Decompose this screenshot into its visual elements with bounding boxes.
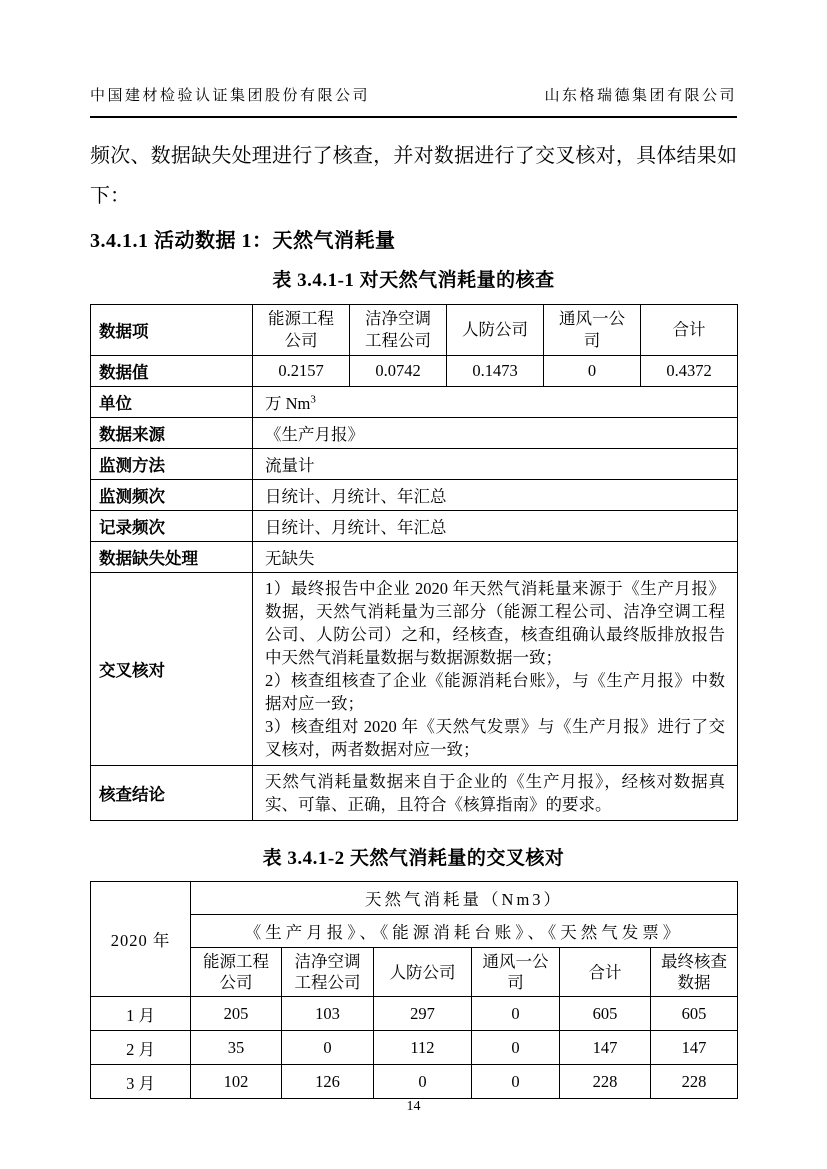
table-row bbox=[91, 882, 738, 915]
t1-col-header: 合计 bbox=[641, 305, 738, 356]
t1-row-label: 记录频次 bbox=[91, 511, 253, 542]
t1-col-header: 能源工程公司 bbox=[253, 305, 350, 356]
t2-col-header: 能源工程公司 bbox=[191, 948, 282, 997]
cross-check-item: 1）最终报告中企业 2020 年天然气消耗量来源于《生产月报》数据，天然气消耗量为三部分（能源工程公司、洁净空调工程公司、人防公司）之和，经核查，核查组确认最终版排放报告中天然气消耗量数据与数据源数据一致； bbox=[265, 579, 725, 667]
t1-monitor-freq-cell: 日统计、月统计、年汇总 bbox=[253, 480, 738, 511]
t1-header-label: 数据项 bbox=[91, 305, 253, 356]
t2-month-cell: 1 月 bbox=[91, 997, 191, 1031]
t1-col-header: 人防公司 bbox=[447, 305, 544, 356]
intro-line-2: 下： bbox=[90, 185, 130, 207]
t2-data-cell: 126 bbox=[282, 1065, 374, 1099]
t1-value-cell: 0 bbox=[544, 356, 641, 387]
table-row bbox=[91, 305, 738, 356]
t2-data-cell: 147 bbox=[560, 1031, 651, 1065]
t2-sources-header: 《生产月报》、《能源消耗台账》、《天然气发票》 bbox=[191, 915, 738, 948]
header-left-company: 中国建材检验认证集团股份有限公司 bbox=[90, 88, 371, 104]
table-natural-gas-cross-check bbox=[90, 881, 738, 1099]
t1-col-header: 通风一公司 bbox=[544, 305, 641, 356]
conclusion-text: 天然气消耗量数据来自于企业的《生产月报》，经核对数据真实、可靠、正确，且符合《核算指南》的要求。 bbox=[265, 772, 725, 814]
unit-superscript: 3 bbox=[310, 393, 316, 406]
t2-data-cell: 0 bbox=[472, 1031, 560, 1065]
t2-data-cell: 0 bbox=[282, 1031, 374, 1065]
intro-line-1: 频次、数据缺失处理进行了核查，并对数据进行了交叉核对，具体结果如 bbox=[90, 145, 737, 167]
table-row bbox=[91, 1031, 738, 1065]
t1-row-label: 单位 bbox=[91, 387, 253, 418]
t2-data-cell: 0 bbox=[472, 997, 560, 1031]
cross-check-item: 3）核查组对 2020 年《天然气发票》与《生产月报》进行了交叉核对，两者数据对应一致； bbox=[265, 717, 725, 759]
t1-cross-check-cell bbox=[253, 573, 738, 766]
table-row bbox=[91, 356, 738, 387]
t1-value-cell: 0.2157 bbox=[253, 356, 350, 387]
t2-data-cell: 605 bbox=[651, 997, 738, 1031]
header-right-company: 山东格瑞德集团有限公司 bbox=[544, 88, 737, 104]
table-row bbox=[91, 542, 738, 573]
table1-title: 表 3.4.1-1 对天然气消耗量的核查 bbox=[272, 270, 555, 291]
t1-value-cell: 0.0742 bbox=[350, 356, 447, 387]
cross-check-item: 2）核查组核查了企业《能源消耗台账》，与《生产月报》中数据对应一致； bbox=[265, 671, 725, 713]
t1-row-label: 数据来源 bbox=[91, 418, 253, 449]
t2-col-header: 洁净空调工程公司 bbox=[282, 948, 374, 997]
t1-unit-cell bbox=[253, 387, 738, 418]
table-row bbox=[91, 573, 738, 766]
table2-title: 表 3.4.1-2 天然气消耗量的交叉核对 bbox=[262, 848, 565, 869]
t2-data-cell: 35 bbox=[191, 1031, 282, 1065]
table-row bbox=[91, 418, 738, 449]
t2-col-header: 通风一公司 bbox=[472, 948, 560, 997]
t2-data-cell: 605 bbox=[560, 997, 651, 1031]
table-natural-gas-verification bbox=[90, 304, 738, 821]
t2-data-cell: 205 bbox=[191, 997, 282, 1031]
t2-col-header: 合计 bbox=[560, 948, 651, 997]
table-row bbox=[91, 997, 738, 1031]
table-row bbox=[91, 766, 738, 821]
table-row bbox=[91, 1065, 738, 1099]
t1-method-cell: 流量计 bbox=[253, 449, 738, 480]
section-heading: 3.4.1.1 活动数据 1：天然气消耗量 bbox=[90, 230, 396, 252]
t1-conclusion-cell bbox=[253, 766, 738, 821]
t2-col-header: 最终核查数据 bbox=[651, 948, 738, 997]
table-row bbox=[91, 387, 738, 418]
t1-row-label: 核查结论 bbox=[91, 766, 253, 821]
t2-month-cell: 3 月 bbox=[91, 1065, 191, 1099]
unit-text: 万 Nm bbox=[265, 394, 311, 413]
t2-data-cell: 147 bbox=[651, 1031, 738, 1065]
t2-data-cell: 112 bbox=[374, 1031, 472, 1065]
table-row bbox=[91, 480, 738, 511]
t2-data-cell: 0 bbox=[374, 1065, 472, 1099]
t1-value-cell: 0.4372 bbox=[641, 356, 738, 387]
t1-source-cell: 《生产月报》 bbox=[253, 418, 738, 449]
t2-month-cell: 2 月 bbox=[91, 1031, 191, 1065]
t1-row-label: 数据值 bbox=[91, 356, 253, 387]
page-header bbox=[90, 84, 737, 118]
page-number: 14 bbox=[406, 1099, 421, 1114]
t2-data-cell: 297 bbox=[374, 997, 472, 1031]
t2-data-cell: 102 bbox=[191, 1065, 282, 1099]
t1-row-label: 交叉核对 bbox=[91, 573, 253, 766]
table-row bbox=[91, 511, 738, 542]
t1-col-header: 洁净空调工程公司 bbox=[350, 305, 447, 356]
table-row bbox=[91, 449, 738, 480]
t2-year-cell: 2020 年 bbox=[91, 882, 191, 997]
t2-data-cell: 228 bbox=[560, 1065, 651, 1099]
t2-data-cell: 228 bbox=[651, 1065, 738, 1099]
intro-paragraph bbox=[90, 136, 737, 216]
t2-col-header: 人防公司 bbox=[374, 948, 472, 997]
t1-row-label: 监测频次 bbox=[91, 480, 253, 511]
t2-data-cell: 0 bbox=[472, 1065, 560, 1099]
t1-row-label: 数据缺失处理 bbox=[91, 542, 253, 573]
t1-record-freq-cell: 日统计、月统计、年汇总 bbox=[253, 511, 738, 542]
t1-missing-cell: 无缺失 bbox=[253, 542, 738, 573]
t1-value-cell: 0.1473 bbox=[447, 356, 544, 387]
t1-row-label: 监测方法 bbox=[91, 449, 253, 480]
t2-quantity-header: 天然气消耗量（Nm3） bbox=[191, 882, 738, 915]
t2-data-cell: 103 bbox=[282, 997, 374, 1031]
